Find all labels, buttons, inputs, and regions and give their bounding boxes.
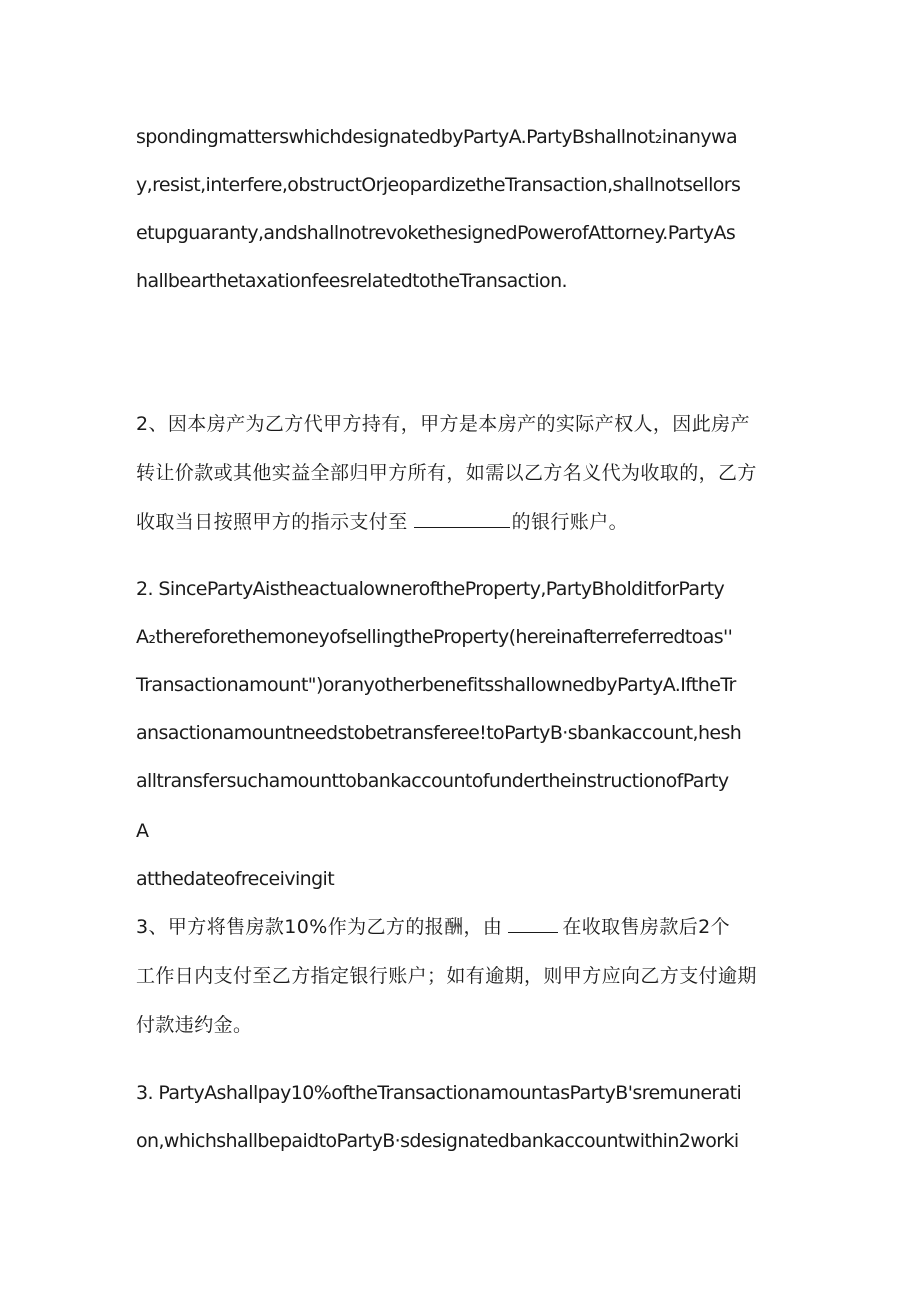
clause-2-cn-line-2: 转让价款或其他实益全部归甲方所有，如需以乙方名义代为收取的，乙方	[136, 462, 757, 484]
clause-2-en-line-4: ansactionamountneedstobetransferee!toPartyB·sbankaccount,hesh	[136, 722, 742, 744]
clause-2-en-line-7: atthedateofreceivingit	[136, 868, 335, 890]
clause-3-cn-line-3: 付款违约金。	[136, 1014, 253, 1036]
clause-2-en-line-6: A	[136, 820, 149, 842]
clause-3-cn-line-1-before: 3、甲方将售房款10%作为乙方的报酬，由	[136, 916, 503, 938]
clause-2-en-line-5: alltransfersuchamounttobankaccountofundertheinstructionofParty	[136, 770, 729, 792]
payer-blank	[508, 914, 558, 933]
clause-2-cn-line-3-before: 收取当日按照甲方的指示支付至	[136, 511, 408, 533]
clause-3-cn-line-1	[136, 914, 796, 940]
p1-en-line-4: hallbearthetaxationfeesrelatedtotheTransaction.	[136, 270, 567, 292]
clause-3-cn-line-1-after: 在收取售房款后2个	[562, 916, 731, 938]
clause-2-cn-line-3	[136, 509, 796, 535]
clause-2-en-line-3: Transactionamount")oranyotherbenefitsshallownedbyPartyA.IftheTr	[136, 674, 736, 696]
p1-en-line-3: etupguaranty,andshallnotrevokethesignedPowerofAttorney.PartyAs	[136, 222, 736, 244]
clause-2-en-line-2: A₂thereforethemoneyofsellingtheProperty(hereinafterreferredtoas''	[136, 626, 733, 648]
clause-2-cn-line-1: 2、因本房产为乙方代甲方持有，甲方是本房产的实际产权人，因此房产	[136, 413, 750, 435]
p1-en-line-1: spondingmatterswhichdesignatedbyPartyA.PartyBshallnot₂inanywa	[136, 126, 737, 148]
clause-2-cn-line-3-after: 的银行账户。	[511, 511, 629, 533]
p1-en-line-2: y,resist,interfere,obstructOrjeopardizetheTransaction,shallnotsellors	[136, 174, 741, 196]
clause-3-en-line-1: 3. PartyAshallpay10%oftheTransactionamountasPartyB'sremunerati	[136, 1082, 742, 1104]
clause-3-en-line-2: on,whichshallbepaidtoPartyB·sdesignatedbankaccountwithin2worki	[136, 1130, 739, 1152]
clause-2-en-line-1: 2. SincePartyAistheactualowneroftheProperty,PartyBholditforParty	[136, 578, 725, 600]
account-blank	[414, 509, 510, 528]
clause-3-cn-line-2: 工作日内支付至乙方指定银行账户；如有逾期，则甲方应向乙方支付逾期	[136, 965, 757, 987]
